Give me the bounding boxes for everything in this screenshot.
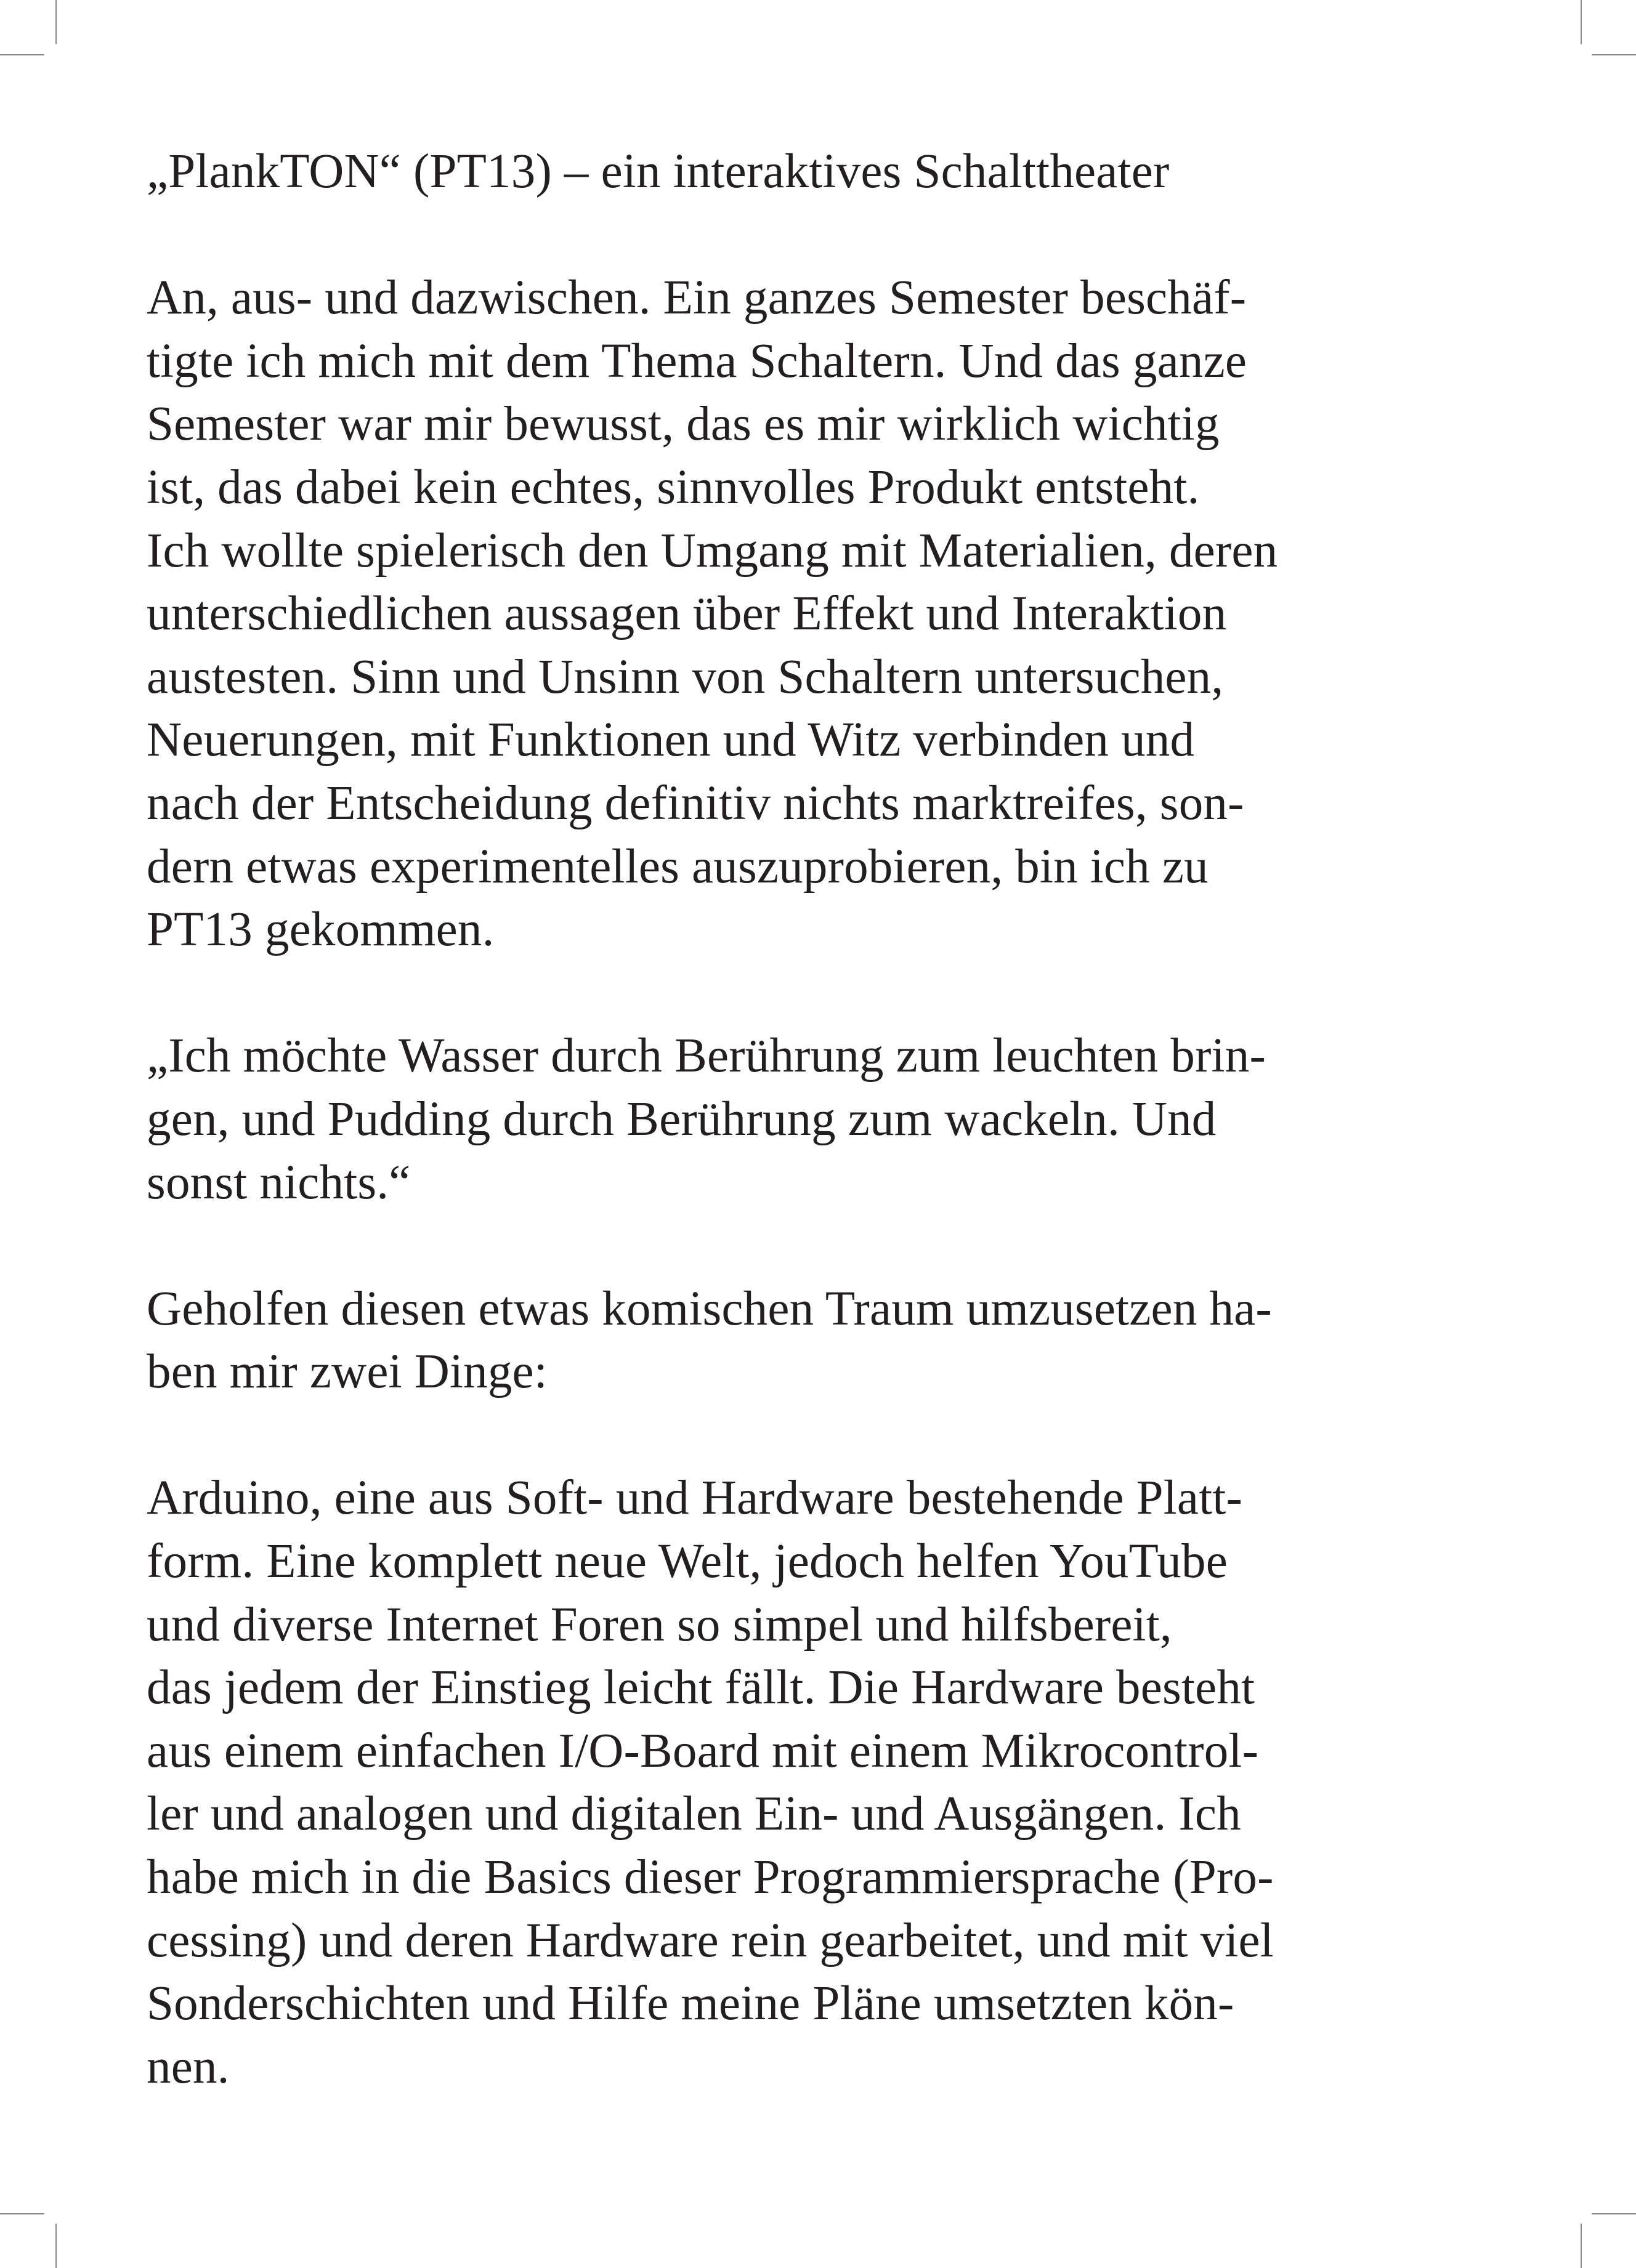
text-line: und diverse Internet Foren so simpel und hilfsbereit, [147,1597,1172,1652]
text-line: dern etwas experimentelles auszuprobieren, bin ich zu [147,839,1209,894]
text-line: austesten. Sinn und Unsinn von Schaltern untersuchen, [147,650,1224,704]
text-line: PT13 gekommen. [147,903,495,957]
text-line: Sonderschichten und Hilfe meine Pläne umsetzten kön- [147,1977,1234,2031]
text-line: aus einem einfachen I/O-Board mit einem Mikrocontrol- [147,1724,1259,1778]
text-line: nach der Entscheidung definitiv nichts marktreifes, son- [147,776,1244,830]
text-line: tigte ich mich mit dem Thema Schaltern. Und das ganze [147,334,1247,388]
text-line: Geholfen diesen etwas komischen Traum umzusetzen ha- [147,1281,1272,1336]
paragraph-2-quote [147,1025,1514,1214]
crop-mark-bottom-right-vertical [1581,2224,1582,2268]
text-line: Semester war mir bewusst, das es mir wirklich wichtig [147,397,1220,451]
text-line: habe mich in die Basics dieser Programmiersprache (Pro- [147,1850,1274,1905]
document-body [147,140,1514,2099]
text-line: unterschiedlichen aussagen über Effekt und Interaktion [147,587,1227,641]
text-line: sonst nichts.“ [147,1155,411,1209]
text-line: ist, das dabei kein echtes, sinnvolles Produkt entsteht. [147,460,1200,514]
crop-mark-top-left-horizontal [0,54,44,55]
text-line: Arduino, eine aus Soft- und Hardware bestehende Platt- [147,1471,1243,1525]
text-line: das jedem der Einstieg leicht fällt. Die Hardware besteht [147,1661,1255,1715]
text-line: An, aus- und dazwischen. Ein ganzes Semester beschäf- [147,271,1247,325]
crop-mark-bottom-right-horizontal [1592,2213,1636,2214]
text-line: nen. [147,2040,230,2094]
text-line: Ich wollte spielerisch den Umgang mit Materialien, deren [147,523,1278,578]
text-line: „Ich möchte Wasser durch Berührung zum leuchten brin- [147,1029,1266,1083]
paragraph-spacer [147,962,1514,1025]
text-line: form. Eine komplett neue Welt, jedoch helfen YouTube [147,1535,1228,1589]
paragraph-3 [147,1278,1514,1404]
paragraph-spacer [147,1404,1514,1467]
paragraph-spacer [147,1214,1514,1278]
paragraph-4 [147,1467,1514,2099]
text-line: ben mir zwei Dinge: [147,1345,548,1399]
text-line: Neuerungen, mit Funktionen und Witz verbinden und [147,713,1195,767]
crop-mark-top-right-horizontal [1592,54,1636,55]
paragraph-spacer [147,204,1514,267]
crop-mark-bottom-left-vertical [55,2224,57,2268]
crop-mark-top-right-vertical [1581,0,1582,44]
text-line: ler und analogen und digitalen Ein- und Ausgängen. Ich [147,1787,1241,1841]
document-title: „PlankTON“ (PT13) – ein interaktives Schalttheater [147,145,1170,198]
crop-mark-top-left-vertical [55,0,57,44]
text-line: cessing) und deren Hardware rein gearbeitet, und mit viel [147,1913,1274,1967]
text-line: gen, und Pudding durch Berührung zum wackeln. Und [147,1092,1217,1146]
crop-mark-bottom-left-horizontal [0,2213,44,2214]
paragraph-1 [147,267,1514,962]
